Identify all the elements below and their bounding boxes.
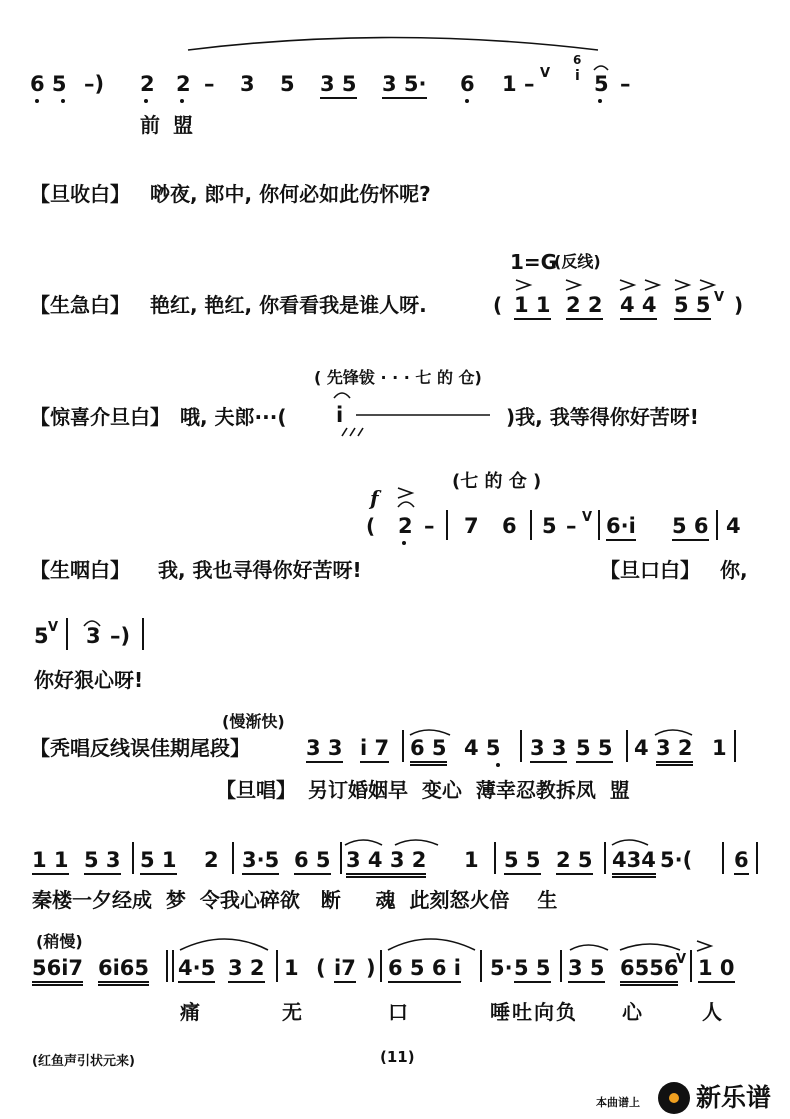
dialogue-text: 艳红, 艳红, 你看看我是谁人呀. xyxy=(150,293,427,317)
bar-line xyxy=(530,510,532,540)
bar-line xyxy=(716,510,718,540)
note-group: 6 5 6 i xyxy=(388,956,461,983)
slur-line xyxy=(410,730,450,735)
note-group: i7 xyxy=(334,956,356,983)
octave-dot xyxy=(35,99,39,103)
bracket: ) xyxy=(734,293,744,317)
lyrics: 口 xyxy=(388,1000,408,1024)
octave-dot xyxy=(180,99,184,103)
slur-line xyxy=(620,944,680,950)
note-group: 5 1 xyxy=(140,848,177,875)
note-group: 3 4 3 2 xyxy=(346,848,426,878)
fermata xyxy=(398,502,414,507)
bar-line xyxy=(276,950,278,982)
slur-line xyxy=(188,38,598,51)
note-group: 5 6 xyxy=(672,514,709,541)
dash: – xyxy=(424,514,435,538)
note: 6 xyxy=(502,514,517,538)
bar-line xyxy=(626,730,628,762)
note-group: 3 3 xyxy=(530,736,567,763)
bracket: ) xyxy=(366,956,376,980)
role-label: 【生急白】 xyxy=(30,293,130,317)
note-group: i 7 xyxy=(360,736,389,763)
dash: – xyxy=(524,72,535,96)
dynamic-mark: f xyxy=(370,486,379,510)
octave-dot xyxy=(598,99,602,103)
bar-line xyxy=(142,618,144,650)
role-label: 【生咽白】 xyxy=(30,558,130,582)
note: 1 xyxy=(502,72,517,96)
lyrics: 痛 xyxy=(180,1000,200,1024)
note-group: 3 5 xyxy=(568,956,605,983)
note-group: 3 3 xyxy=(306,736,343,763)
bar-line xyxy=(690,950,692,982)
note-group: 6 5 xyxy=(30,72,67,96)
bar-line xyxy=(340,842,342,874)
slur-line xyxy=(388,939,475,950)
slur-line xyxy=(180,939,268,950)
note-group: 6·i xyxy=(606,514,636,541)
note-group: 434 xyxy=(612,848,656,878)
lyrics: 唾吐向负 xyxy=(490,1000,578,1024)
dash: –) xyxy=(110,624,131,648)
dialogue-text: 你, xyxy=(720,558,748,582)
dash: – xyxy=(204,72,215,96)
note: 4 xyxy=(726,514,741,538)
note: 6 xyxy=(460,72,475,96)
note: 5· xyxy=(490,956,513,980)
note-group: 3 5· xyxy=(382,72,427,99)
note-group: 1 1 xyxy=(514,293,551,320)
slur-line xyxy=(345,840,382,845)
bar-line xyxy=(722,842,724,874)
lyrics: 心 xyxy=(622,1000,642,1024)
lyrics: 秦楼一夕经成 梦 令我心碎欲 断 魂 此刻怒火倍 生 xyxy=(32,888,558,912)
bar-line xyxy=(598,510,600,540)
bracket: ( xyxy=(316,956,326,980)
percussion-cue: (七 的 仓 ) xyxy=(452,471,542,492)
role-label: 【秃唱反线误佳期尾段】 xyxy=(30,736,250,760)
note-group: 6 5 xyxy=(410,736,447,766)
percussion-cue: ( 先锋钹 · · · 七 的 仓) xyxy=(314,368,482,387)
fermata xyxy=(334,393,350,398)
bar-line xyxy=(172,950,174,982)
note: 5 xyxy=(34,624,49,648)
brand-logo-text[interactable]: 新乐谱 xyxy=(696,1083,772,1112)
note-group: 4 5 xyxy=(464,736,501,760)
role-label: 【旦口白】 xyxy=(600,558,700,582)
note: i xyxy=(336,403,344,427)
slur-line xyxy=(594,66,608,70)
record-icon xyxy=(658,1082,690,1114)
lyrics: 你好狠心呀! xyxy=(34,668,144,692)
octave-dot xyxy=(496,763,500,767)
note-group: –) xyxy=(84,72,105,96)
note: 1 xyxy=(712,736,727,760)
grace-note: i xyxy=(575,68,580,84)
dialogue-text: 哦, 夫郎···( xyxy=(180,405,287,429)
note-group: 5 5 xyxy=(576,736,613,763)
bar-line xyxy=(132,842,134,874)
bar-line xyxy=(232,842,234,874)
note: 5 xyxy=(280,72,295,96)
note-group: 2 5 xyxy=(556,848,593,875)
dash: – xyxy=(620,72,631,96)
bar-line xyxy=(494,842,496,874)
grace-note: 6 xyxy=(573,53,582,67)
note: 1 xyxy=(464,848,479,872)
octave-dot xyxy=(61,99,65,103)
note-group: 3 2 xyxy=(656,736,693,766)
brand-prefix: 本曲谱上 xyxy=(596,1096,640,1109)
note: 5 xyxy=(594,72,609,96)
note: 2 xyxy=(204,848,219,872)
note-group: 6i65 xyxy=(98,956,149,986)
role-label: 【惊喜介旦白】 xyxy=(30,405,170,429)
breath-mark: V xyxy=(48,620,59,635)
note: 5 xyxy=(542,514,557,538)
bracket: ( xyxy=(366,514,376,538)
breath-mark: V xyxy=(582,510,593,525)
breath-mark: V xyxy=(676,952,687,967)
note-group: 3 2 xyxy=(228,956,265,983)
note-group: 4·5 xyxy=(178,956,215,983)
key-note: (反线) xyxy=(554,252,601,271)
bar-line xyxy=(480,950,482,982)
lyrics: 人 xyxy=(702,1000,722,1024)
breath-mark: V xyxy=(540,66,551,81)
tempo-mark: (慢渐快) xyxy=(222,712,285,731)
octave-dot xyxy=(402,541,406,545)
lyrics: 另订婚姻早 变心 薄幸忍教拆凤 盟 xyxy=(308,778,630,802)
note-group: 3·5 xyxy=(242,848,279,875)
note-group: 1 0 xyxy=(698,956,735,983)
slur-line xyxy=(696,255,764,260)
bar-line xyxy=(446,510,448,540)
slur-line xyxy=(570,945,608,950)
tremolo-marks xyxy=(342,428,363,436)
dialogue-text: )我, 我等得你好苦呀! xyxy=(506,405,699,429)
note: 2 xyxy=(176,72,191,96)
note-group: 5 5 xyxy=(514,956,551,983)
note: 3 xyxy=(86,624,101,648)
bar-line xyxy=(604,842,606,874)
bracket: ( xyxy=(493,293,503,317)
page-number: (11) xyxy=(380,1048,415,1066)
note-group: 4 4 xyxy=(620,293,657,320)
octave-dot xyxy=(465,99,469,103)
note-group: 3 5 xyxy=(320,72,357,99)
note-group: 5 5 xyxy=(674,293,711,320)
dialogue-text: 唦夜, 郎中, 你何必如此伤怀呢? xyxy=(150,182,431,206)
role-label: 【旦收白】 xyxy=(30,182,130,206)
slur-line xyxy=(655,730,692,735)
breath-mark: V xyxy=(714,290,725,305)
bar-line xyxy=(756,842,758,874)
octave-dot xyxy=(144,99,148,103)
note: 2 xyxy=(398,514,413,538)
dialogue-text: 我, 我也寻得你好苦呀! xyxy=(158,558,362,582)
footer-caption: (红鱼声引状元来) xyxy=(32,1054,135,1069)
bar-line xyxy=(520,730,522,762)
note: 1 xyxy=(284,956,299,980)
dash: – xyxy=(566,514,577,538)
note-group: 5 3 xyxy=(84,848,121,875)
slur-line xyxy=(612,840,648,845)
bar-line xyxy=(380,950,382,982)
note-group: 2 2 xyxy=(566,293,603,320)
note-group: 5 5 xyxy=(504,848,541,875)
lyrics: 无 xyxy=(282,1000,302,1024)
note: 3 xyxy=(240,72,255,96)
note: 6 xyxy=(734,848,749,875)
bar-line xyxy=(402,730,404,762)
note: 7 xyxy=(464,514,479,538)
bar-line xyxy=(166,950,168,982)
bar-line xyxy=(734,730,736,762)
slur-line xyxy=(395,840,438,845)
note-group: 56i7 xyxy=(32,956,83,986)
tempo-mark: (稍慢) xyxy=(36,932,83,951)
note-group: 6 5 xyxy=(294,848,331,875)
key-signature: 1=G xyxy=(510,250,558,274)
note: 4 xyxy=(634,736,649,760)
note-group: 1 1 xyxy=(32,848,69,875)
note: 2 xyxy=(140,72,155,96)
note-group: 5·( xyxy=(660,848,693,872)
bar-line xyxy=(560,950,562,982)
bar-line xyxy=(66,618,68,650)
note-group: 6556 xyxy=(620,956,678,986)
lyrics: 前 盟 xyxy=(140,113,193,137)
role-label: 【旦唱】 xyxy=(216,778,296,802)
